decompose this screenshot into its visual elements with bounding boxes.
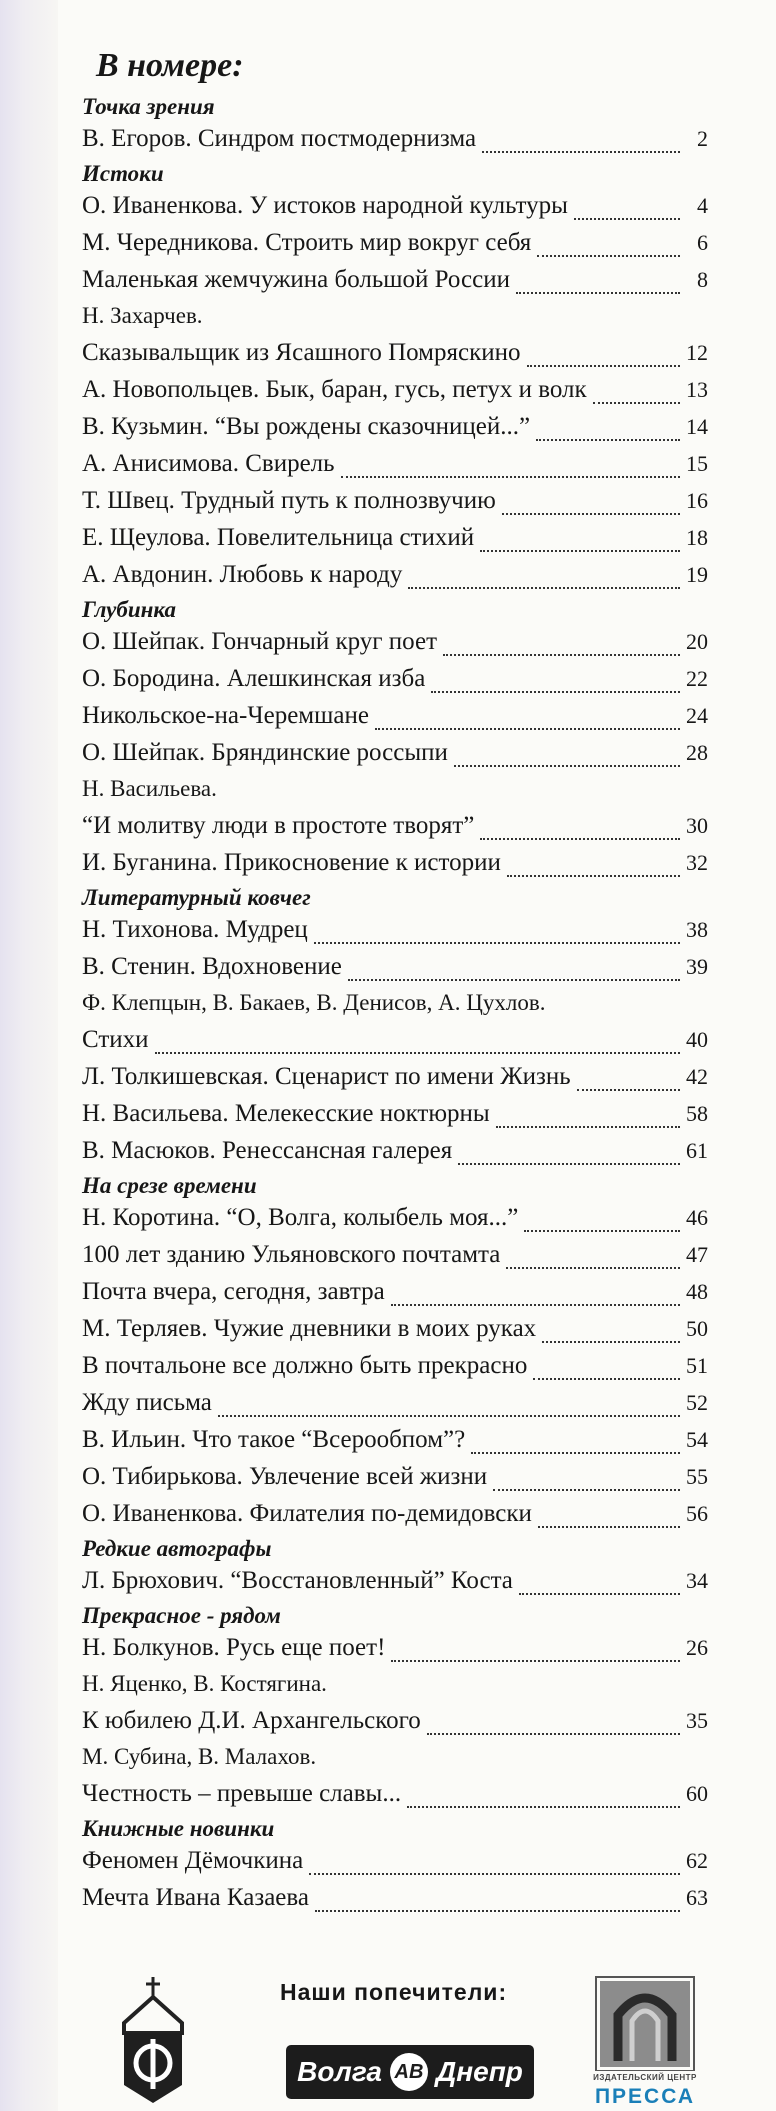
dot-leader xyxy=(315,1910,680,1912)
section-title: На срезе времени xyxy=(82,1173,257,1198)
entry-title: М. Чередникова. Строить мир вокруг себя xyxy=(82,229,532,256)
page-number: 4 xyxy=(697,193,708,218)
page-number: 16 xyxy=(686,488,708,513)
page-number: 61 xyxy=(686,1138,708,1163)
contents-entry[interactable] xyxy=(82,521,708,558)
dot-leader xyxy=(155,1052,680,1054)
section-title: Точка зрения xyxy=(82,94,215,119)
page-number: 48 xyxy=(686,1279,708,1304)
dot-leader xyxy=(471,1452,680,1454)
dot-leader xyxy=(407,1806,680,1808)
entry-title: М. Терляев. Чужие дневники в моих руках xyxy=(82,1315,537,1342)
pressa-emblem-icon xyxy=(582,1975,708,2071)
volga-dnepr-logo-left: Волга xyxy=(297,2056,382,2087)
author-line: Н. Васильева. xyxy=(82,776,217,801)
page-number: 13 xyxy=(686,377,708,402)
page-number: 55 xyxy=(686,1464,708,1489)
contents-entry[interactable] xyxy=(82,1023,708,1060)
dot-leader xyxy=(516,292,680,294)
page-number: 14 xyxy=(686,414,708,439)
dot-leader xyxy=(391,1304,680,1306)
entry-title: А. Новопольцев. Бык, баран, гусь, петух и волк xyxy=(82,376,587,403)
dot-leader xyxy=(443,654,680,656)
dot-leader xyxy=(502,513,680,515)
contents-entry[interactable] xyxy=(82,1201,708,1238)
contents-entry[interactable] xyxy=(82,625,708,662)
author-line: Н. Яценко, В. Костягина. xyxy=(82,1671,327,1696)
page-number: 46 xyxy=(686,1205,708,1230)
dot-leader xyxy=(375,728,680,730)
page-number: 20 xyxy=(686,629,708,654)
volga-dnepr-logo-right: Днепр xyxy=(435,2056,523,2087)
entry-title: О. Тибирькова. Увлечение всей жизни xyxy=(82,1463,488,1490)
volga-dnepr-logo xyxy=(286,2045,534,2099)
dot-leader xyxy=(593,402,680,404)
author-line: М. Субина, В. Малахов. xyxy=(82,1744,317,1769)
dot-leader xyxy=(533,1378,680,1380)
dot-leader xyxy=(341,476,680,478)
entry-title: Стихи xyxy=(82,1026,149,1053)
contents-entry[interactable] xyxy=(82,699,708,736)
dot-leader xyxy=(309,1873,680,1875)
entry-title: В. Масюков. Ренессансная галерея xyxy=(82,1137,453,1164)
page-number: 35 xyxy=(686,1708,708,1733)
page-number: 15 xyxy=(686,451,708,476)
section-title: Литературный ковчег xyxy=(82,885,311,910)
page-number: 56 xyxy=(686,1501,708,1526)
page-number: 58 xyxy=(686,1101,708,1126)
section-title: Прекрасное - рядом xyxy=(82,1603,281,1628)
sponsors-footer xyxy=(82,1975,708,2111)
page-number: 42 xyxy=(686,1064,708,1089)
entry-title: Л. Брюхович. “Восстановленный” Коста xyxy=(82,1567,513,1594)
page-number: 60 xyxy=(686,1781,708,1806)
contents-header: В номере: xyxy=(96,47,244,84)
page-number: 26 xyxy=(686,1635,708,1660)
entry-title: Л. Толкишевская. Сценарист по имени Жизнь xyxy=(82,1063,571,1090)
entry-title: Т. Швец. Трудный путь к полнозвучию xyxy=(82,487,496,514)
dot-leader xyxy=(537,255,680,257)
dot-leader xyxy=(482,151,680,153)
contents-entry[interactable] xyxy=(82,226,708,263)
page-number: 30 xyxy=(686,813,708,838)
contents-entry[interactable] xyxy=(82,1631,708,1668)
contents-entry[interactable] xyxy=(82,447,708,484)
entry-title: О. Шейпак. Гончарный круг поет xyxy=(82,628,438,655)
dot-leader xyxy=(480,838,680,840)
page-number: 39 xyxy=(686,954,708,979)
contents-entry[interactable] xyxy=(82,1386,708,1423)
left-edge-strip xyxy=(0,0,58,2111)
pressa-logo xyxy=(582,1975,708,2111)
entry-title: О. Иваненкова. Филателия по-демидовски xyxy=(82,1500,532,1527)
contents-entry[interactable] xyxy=(82,1564,708,1601)
page-number: 54 xyxy=(686,1427,708,1452)
dot-leader xyxy=(577,1089,680,1091)
section-title: Книжные новинки xyxy=(82,1816,275,1841)
page-number: 19 xyxy=(686,562,708,587)
entry-title: В почтальоне все должно быть прекрасно xyxy=(82,1352,528,1379)
contents-entry[interactable] xyxy=(82,662,708,699)
entry-title: Почта вчера, сегодня, завтра xyxy=(82,1278,385,1305)
contents-entry[interactable] xyxy=(82,1097,708,1134)
contents-list xyxy=(82,92,708,1918)
entry-title: Честность – превыше славы... xyxy=(82,1780,402,1807)
dot-leader xyxy=(506,1267,680,1269)
contents-entry[interactable] xyxy=(82,736,708,773)
dot-leader xyxy=(314,942,680,944)
contents-entry[interactable] xyxy=(82,1349,708,1386)
contents-entry[interactable] xyxy=(82,336,708,373)
sponsors-label: Наши попечители: xyxy=(280,1979,508,2005)
dot-leader xyxy=(431,691,680,693)
entry-title: Е. Щеулова. Повелительница стихий xyxy=(82,524,475,551)
dot-leader xyxy=(538,1526,680,1528)
dot-leader xyxy=(480,550,680,552)
pressa-name: ПРЕССА xyxy=(594,2085,696,2108)
volga-dnepr-mark-icon: AB xyxy=(390,2053,428,2091)
contents-entry[interactable] xyxy=(82,1704,708,1741)
entry-title: О. Шейпак. Бряндинские россыпи xyxy=(82,739,448,766)
entry-title: Н. Коротина. “О, Волга, колыбель моя...” xyxy=(82,1204,519,1231)
page-number: 2 xyxy=(697,126,708,151)
entry-title: В. Ильин. Что такое “Всерообпом”? xyxy=(82,1426,466,1453)
entry-title: А. Анисимова. Свирель xyxy=(82,450,335,477)
page-number: 8 xyxy=(697,267,708,292)
entry-title: К юбилею Д.И. Архангельского xyxy=(82,1707,421,1734)
contents-entry[interactable] xyxy=(82,1497,708,1534)
contents-entry[interactable] xyxy=(82,558,708,595)
entry-title: В. Кузьмин. “Вы рождены сказочницей...” xyxy=(82,413,531,440)
entry-title: А. Авдонин. Любовь к народу xyxy=(82,561,403,588)
dot-leader xyxy=(493,1489,680,1491)
page-number: 51 xyxy=(686,1353,708,1378)
entry-title: Маленькая жемчужина большой России xyxy=(82,266,510,293)
entry-title: Н. Болкунов. Русь еще поет! xyxy=(82,1634,386,1661)
page-number: 63 xyxy=(686,1885,708,1910)
entry-title: Мечта Ивана Казаева xyxy=(82,1884,309,1911)
page-number: 47 xyxy=(686,1242,708,1267)
dot-leader xyxy=(519,1593,680,1595)
page-number: 62 xyxy=(686,1848,708,1873)
church-logo-icon xyxy=(110,1975,196,2105)
dot-leader xyxy=(348,979,680,981)
contents-entry[interactable] xyxy=(82,1134,708,1171)
page-number: 12 xyxy=(686,340,708,365)
contents-entry[interactable] xyxy=(82,1844,708,1881)
page-number: 6 xyxy=(697,230,708,255)
entry-title: Жду письма xyxy=(82,1389,212,1416)
dot-leader xyxy=(218,1415,680,1417)
contents-entry[interactable] xyxy=(82,189,708,226)
dot-leader xyxy=(496,1126,680,1128)
entry-title: Феномен Дёмочкина xyxy=(82,1847,304,1874)
section-title: Глубинка xyxy=(82,597,176,622)
entry-title: Сказывальщик из Ясашного Помряскино xyxy=(82,339,521,366)
entry-title: В. Егоров. Синдром постмодернизма xyxy=(82,125,477,152)
contents-entry[interactable] xyxy=(82,1460,708,1497)
entry-title: 100 лет зданию Ульяновского почтамта xyxy=(82,1241,501,1268)
contents-entry[interactable] xyxy=(82,410,708,447)
dot-leader xyxy=(391,1660,680,1662)
contents-entry[interactable] xyxy=(82,1275,708,1312)
section-title: Истоки xyxy=(82,161,164,186)
contents-entry[interactable] xyxy=(82,1060,708,1097)
contents-entry[interactable] xyxy=(82,913,708,950)
page-number: 22 xyxy=(686,666,708,691)
contents-entry[interactable] xyxy=(82,373,708,410)
contents-entry[interactable] xyxy=(82,809,708,846)
contents-entry[interactable] xyxy=(82,1423,708,1460)
page-number: 28 xyxy=(686,740,708,765)
contents-entry[interactable] xyxy=(82,1312,708,1349)
contents-entry[interactable] xyxy=(82,1881,708,1918)
contents-entry[interactable] xyxy=(82,263,708,300)
page-number: 32 xyxy=(686,850,708,875)
table-of-contents xyxy=(82,40,708,1918)
dot-leader xyxy=(536,439,680,441)
contents-entry[interactable] xyxy=(82,484,708,521)
dot-leader xyxy=(458,1163,680,1165)
dot-leader xyxy=(454,765,680,767)
dot-leader xyxy=(524,1230,680,1232)
entry-title: В. Стенин. Вдохновение xyxy=(82,953,342,980)
contents-entry[interactable] xyxy=(82,950,708,987)
entry-title: И. Буганина. Прикосновение к истории xyxy=(82,849,501,876)
page-number: 18 xyxy=(686,525,708,550)
page-number: 52 xyxy=(686,1390,708,1415)
pressa-small-caption: ИЗДАТЕЛЬСКИЙ ЦЕНТР xyxy=(593,2073,697,2082)
entry-title: О. Иваненкова. У истоков народной культуры xyxy=(82,192,568,219)
page-number: 38 xyxy=(686,917,708,942)
contents-entry[interactable] xyxy=(82,122,708,159)
entry-title: Н. Васильева. Мелекесские ноктюрны xyxy=(82,1100,490,1127)
entry-title: Н. Тихонова. Мудрец xyxy=(82,916,308,943)
dot-leader xyxy=(427,1733,680,1735)
section-title: Редкие автографы xyxy=(82,1536,272,1561)
page-number: 34 xyxy=(686,1568,708,1593)
dot-leader xyxy=(574,218,680,220)
page-number: 24 xyxy=(686,703,708,728)
dot-leader xyxy=(527,365,681,367)
dot-leader xyxy=(408,587,680,589)
dot-leader xyxy=(507,875,680,877)
dot-leader xyxy=(542,1341,680,1343)
page-number: 50 xyxy=(686,1316,708,1341)
author-line: Н. Захарчев. xyxy=(82,303,203,328)
contents-entry[interactable] xyxy=(82,846,708,883)
author-line: Ф. Клепцын, В. Бакаев, В. Денисов, А. Цухлов. xyxy=(82,990,546,1015)
contents-entry[interactable] xyxy=(82,1238,708,1275)
entry-title: “И молитву люди в простоте творят” xyxy=(82,812,475,839)
page-number: 40 xyxy=(686,1027,708,1052)
entry-title: О. Бородина. Алешкинская изба xyxy=(82,665,426,692)
contents-entry[interactable] xyxy=(82,1777,708,1814)
entry-title: Никольское-на-Черемшане xyxy=(82,702,369,729)
